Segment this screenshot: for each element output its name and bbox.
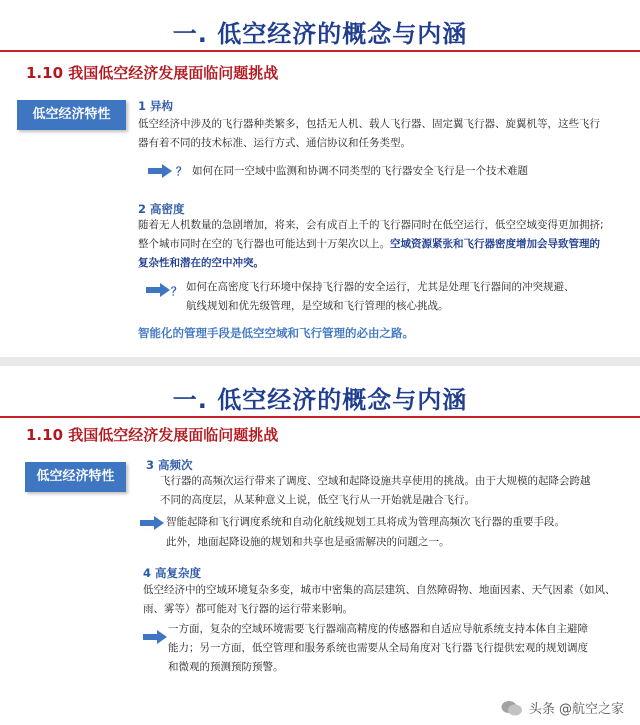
conclusion-text: 智能化的管理手段是低空空域和飞行管理的必由之路。: [138, 326, 414, 340]
arrow-icon: [140, 516, 164, 530]
note-text: 智能起降和飞行调度系统和自动化航线规划工具将成为管理高频次飞行器的重要手段。: [166, 516, 565, 528]
paragraph: [138, 115, 628, 153]
paragraph-line: 整个城市同时在空的飞行器也可能达到十万架次以上。空域资源紧张和飞行器密度增加会导致管理的: [138, 238, 600, 250]
paragraph-line: 此外，地面起降设施的规划和共享也是亟需解决的问题之一。: [166, 536, 450, 548]
feature-tag: 低空经济特性: [17, 100, 126, 130]
title-rule: [0, 416, 640, 418]
watermark-text: 头条 @航空之家: [528, 702, 624, 717]
arrow-icon: [143, 630, 167, 644]
paragraph-line: 飞行器的高频次运行带来了调度、空域和起降设施共享使用的挑战。由于大规模的起降会跨越: [160, 475, 591, 487]
title-rule: [0, 50, 640, 52]
paragraph-line: 低空经济中涉及的飞行器种类繁多，包括无人机、载人飞行器、固定翼飞行器、旋翼机等，这些飞行: [138, 118, 600, 130]
emphasis-text: 空域资源紧张和飞行器密度增加会导致管理的: [390, 238, 600, 250]
paragraph-line: 不同的高度层，从某种意义上说，低空飞行从一开始就是融合飞行。: [160, 494, 475, 506]
emphasis-text: 复杂性和潜在的空中冲突。: [138, 257, 264, 269]
wechat-icon: [501, 700, 523, 716]
question-icon: ？: [176, 165, 187, 178]
slide-2: [0, 366, 640, 725]
slide-title: 一. 低空经济的概念与内涵: [172, 20, 468, 48]
slide-subtitle: 1.10 我国低空经济发展面临问题挑战: [26, 64, 279, 82]
section-heading: 2 高密度: [138, 202, 185, 216]
paragraph-line: 随着无人机数量的急剧增加，将来，会有成百上千的飞行器同时在低空运行，低空空域变得更加拥挤;: [138, 219, 604, 231]
paragraph-line: 器有着不同的技术标准、运行方式、通信协议和任务类型。: [138, 137, 411, 149]
feature-tag: 低空经济特性: [25, 462, 126, 492]
slide-title: 一. 低空经济的概念与内涵: [172, 386, 468, 414]
paragraph-line: 雨、雾等）都可能对飞行器的运行带来影响。: [143, 603, 353, 615]
question-icon: ？: [171, 285, 182, 298]
note-text: 一方面，复杂的空域环境需要飞行器端高精度的传感器和自适应导航系统支持本体自主避障 能力；另一方面，低空管理和服务系统也需要从全局角度对飞行器飞行提供宏观的规划调度 和微观的预测预防预警。: [168, 623, 588, 673]
paragraph: [138, 216, 633, 273]
watermark: [501, 698, 624, 717]
section-heading: 4 高复杂度: [143, 566, 202, 580]
arrow-icon: [148, 164, 172, 178]
slide-subtitle: 1.10 我国低空经济发展面临问题挑战: [26, 426, 279, 444]
section-heading: 1 异构: [138, 99, 174, 113]
arrow-icon: [146, 283, 170, 297]
note-text: 如何在同一空域中监测和协调不同类型的飞行器安全飞行是一个技术难题: [192, 165, 528, 177]
paragraph-line: 低空经济中的空域环境复杂多变，城市中密集的高层建筑、自然障碍物、地面因素、天气因素（如风、: [143, 584, 616, 596]
section-heading: 3 高频次: [146, 458, 193, 472]
slide-divider: [0, 357, 640, 366]
paragraph: [160, 472, 630, 510]
paragraph: [143, 581, 633, 619]
paragraph-line: [138, 254, 633, 273]
slide-1: [0, 0, 640, 357]
note-text: 如何在高密度飞行环境中保持飞行器的安全运行，尤其是处理飞行器间的冲突规避、 航线规划和优先级管理，是空域和飞行管理的核心挑战。: [186, 281, 575, 312]
